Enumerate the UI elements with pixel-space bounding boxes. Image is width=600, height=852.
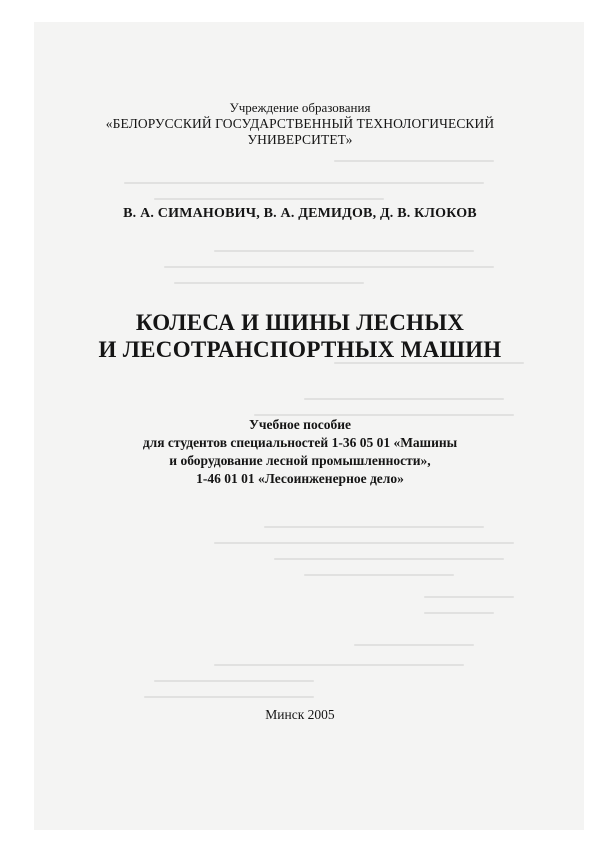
subtitle-line2: для студентов специальностей 1-36 05 01 «Машины — [142, 435, 458, 450]
book-title — [0, 309, 600, 363]
authors: В. А. СИМАНОВИЧ, В. А. ДЕМИДОВ, Д. В. КЛОКОВ — [123, 206, 477, 221]
subtitle-line3: и оборудование лесной промышленности», — [169, 453, 431, 468]
book-title-line2: И ЛЕСОТРАНСПОРТНЫХ МАШИН — [98, 337, 502, 362]
institution-label: Учреждение образования — [229, 100, 371, 115]
book-title-line1: КОЛЕСА И ШИНЫ ЛЕСНЫХ — [135, 310, 465, 335]
imprint-city-year: Минск 2005 — [265, 707, 335, 722]
book-subtitle — [0, 416, 600, 488]
subtitle-line4: 1-46 01 01 «Лесоинженерное дело» — [196, 471, 404, 486]
institution-block — [0, 100, 600, 148]
institution-name-line1: «БЕЛОРУССКИЙ ГОСУДАРСТВЕННЫЙ ТЕХНОЛОГИЧЕСКИЙ — [105, 116, 495, 131]
institution-name-line2: УНИВЕРСИТЕТ» — [247, 132, 353, 147]
subtitle-line1: Учебное пособие — [249, 417, 351, 432]
